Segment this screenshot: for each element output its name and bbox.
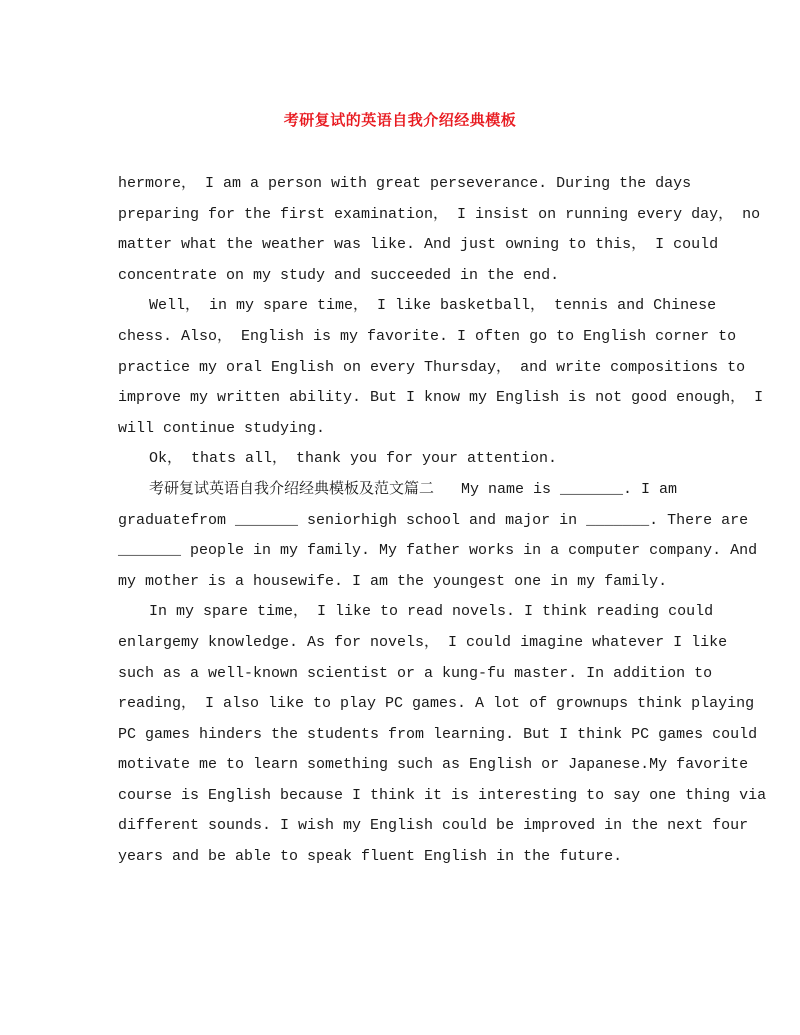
text-line: such as a well-known scientist or a kung-fu master. In addition to (118, 664, 713, 682)
text-line: graduatefrom _______ seniorhigh school and major in _______. There are (118, 511, 749, 529)
text-line: Ok， thats all， thank you for your attention. (149, 450, 558, 468)
text-line: practice my oral English on every Thursday， and write compositions to (118, 358, 746, 376)
text-line: different sounds. I wish my English could be improved in the next four (118, 817, 749, 835)
text-line: PC games hinders the students from learning. But I think PC games could (118, 725, 758, 743)
text-line: will continue studying. (118, 419, 326, 437)
document-title: 考研复试的英语自我介绍经典模板 (283, 111, 517, 129)
document-body (118, 169, 767, 873)
text-line: hermore， I am a person with great perseverance. During the days (118, 175, 692, 192)
text-line: course is English because I think it is interesting to say one thing via (118, 786, 767, 804)
text-line: 考研复试英语自我介绍经典模板及范文篇二 My name is _______. I am (149, 480, 678, 498)
text-line: preparing for the first examination， I insist on running every day， no (118, 205, 761, 223)
text-line: reading， I also like to play PC games. A lot of grownups think playing (118, 695, 755, 713)
text-line: my mother is a housewife. I am the youngest one in my family. (118, 572, 668, 590)
text-line: Well， in my spare time， I like basketball， tennis and Chinese (149, 297, 717, 315)
text-line: years and be able to speak fluent English in the future. (118, 848, 623, 866)
text-line: In my spare time， I like to read novels. I think reading could (149, 603, 714, 621)
text-line: chess. Also， English is my favorite. I often go to English corner to (118, 327, 737, 345)
text-line: motivate me to learn something such as English or Japanese.My favorite (118, 756, 749, 774)
text-line: _______ people in my family. My father works in a computer company. And (118, 542, 758, 560)
text-line: matter what the weather was like. And just owning to this， I could (118, 236, 719, 254)
text-line: improve my written ability. But I know my English is not good enough， I (118, 389, 764, 407)
text-line: concentrate on my study and succeeded in the end. (118, 266, 560, 284)
text-line: enlargemy knowledge. As for novels， I could imagine whatever I like (118, 633, 728, 651)
